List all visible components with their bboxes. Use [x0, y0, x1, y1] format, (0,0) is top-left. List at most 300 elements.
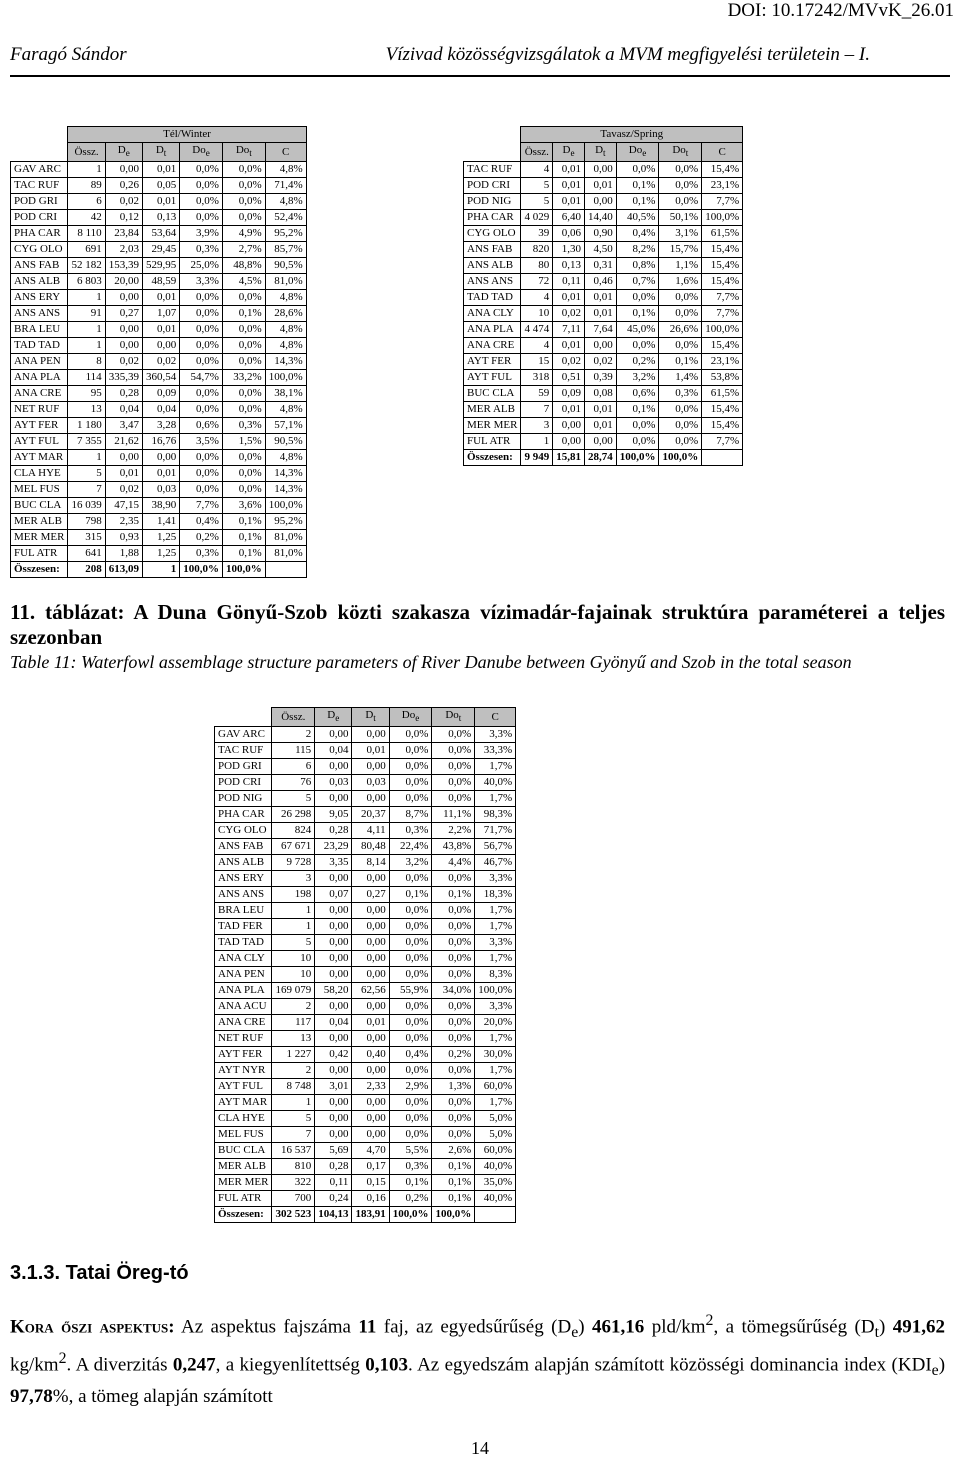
corner-blank — [11, 143, 68, 162]
table-cell: 67 671 — [272, 839, 315, 855]
table-cell: 0,1% — [616, 306, 659, 322]
table-cell: 0,01 — [352, 743, 389, 759]
table-row — [11, 210, 307, 226]
table-cell: 54,7% — [180, 370, 223, 386]
table-cell: 0,4% — [616, 226, 659, 242]
table-cell: 153,39 — [105, 258, 142, 274]
table-cell: 4 474 — [521, 322, 553, 338]
table-cell: 0,00 — [105, 290, 142, 306]
species-code: CYG OLO — [464, 226, 521, 242]
species-code: ANS ALB — [464, 258, 521, 274]
table-cell: 0,0% — [616, 434, 659, 450]
species-code: TAD FER — [215, 919, 272, 935]
table-cell: 0,0% — [659, 434, 702, 450]
table-cell: 5 — [68, 466, 105, 482]
column-header-subscript: t — [458, 713, 462, 724]
column-header-subscript: e — [335, 713, 340, 724]
table-cell: 0,1% — [432, 1191, 475, 1207]
subscript-t: t — [874, 1324, 879, 1342]
season-header: Tél/Winter — [68, 127, 306, 143]
column-header-subscript: e — [415, 713, 420, 724]
table-cell: 3 — [521, 418, 553, 434]
species-code: ANA PLA — [215, 983, 272, 999]
table-cell: 3,9% — [180, 226, 223, 242]
table-cell: 0,0% — [389, 951, 432, 967]
para-text: ) — [578, 1316, 593, 1338]
doi-header: DOI: 10.17242/MVvK_26.01 — [727, 0, 954, 21]
table-cell: 0,01 — [553, 290, 585, 306]
species-code: AYT FER — [11, 418, 68, 434]
table-cell: 0,00 — [315, 1127, 352, 1143]
table-cell: 91 — [68, 306, 105, 322]
table-cell: 0,0% — [432, 1063, 475, 1079]
para-text: ) — [878, 1316, 893, 1338]
table-cell: 7,7% — [702, 194, 743, 210]
table-cell: 0,12 — [105, 210, 142, 226]
table-cell: 1 — [272, 903, 315, 919]
table-cell: 117 — [272, 1015, 315, 1031]
species-code: PHA CAR — [11, 226, 68, 242]
total-cell: 9 949 — [521, 450, 553, 466]
table-cell: 5 — [272, 1111, 315, 1127]
table-cell: 700 — [272, 1191, 315, 1207]
table-cell: 0,00 — [352, 919, 389, 935]
table-row — [215, 759, 516, 775]
table-cell: 0,15 — [352, 1175, 389, 1191]
table-cell: 6 — [272, 759, 315, 775]
table-cell: 0,0% — [180, 354, 223, 370]
table-cell: 81,0% — [265, 530, 306, 546]
table-cell: 4,8% — [265, 322, 306, 338]
table-cell: 0,01 — [553, 162, 585, 178]
table-cell: 5,5% — [389, 1143, 432, 1159]
table-row — [11, 450, 307, 466]
table-cell: 4,8% — [265, 290, 306, 306]
table-cell: 29,45 — [142, 242, 179, 258]
table-cell: 0,01 — [584, 418, 616, 434]
table-cell: 8,14 — [352, 855, 389, 871]
table-row — [215, 1015, 516, 1031]
season-header-row — [464, 127, 743, 143]
table-cell: 335,39 — [105, 370, 142, 386]
table-cell: 8,2% — [616, 242, 659, 258]
table-row — [11, 514, 307, 530]
total-row — [11, 562, 307, 578]
table-cell: 50,1% — [659, 210, 702, 226]
column-header-text: Össz. — [281, 710, 306, 723]
species-code: ANA CRE — [464, 338, 521, 354]
table-row — [464, 322, 743, 338]
table-cell: 0,00 — [105, 322, 142, 338]
table-row — [11, 242, 307, 258]
species-code: MER MER — [11, 530, 68, 546]
table-cell: 5 — [521, 178, 553, 194]
table-cell: 0,1% — [616, 194, 659, 210]
table-cell: 0,02 — [553, 354, 585, 370]
table-cell: 23,1% — [702, 178, 743, 194]
table-cell: 10 — [521, 306, 553, 322]
table-cell: 7,7% — [180, 498, 223, 514]
page-number: 14 — [471, 1438, 489, 1458]
table-cell: 0,0% — [432, 727, 475, 743]
table-cell: 20,0% — [475, 1015, 516, 1031]
table-cell: 0,0% — [659, 418, 702, 434]
total-cell — [265, 562, 306, 578]
table-cell: 26 298 — [272, 807, 315, 823]
table-cell: 85,7% — [265, 242, 306, 258]
table-cell: 34,0% — [432, 983, 475, 999]
table-cell: 1 227 — [272, 1047, 315, 1063]
table-cell: 0,00 — [352, 951, 389, 967]
table-cell: 0,00 — [352, 1063, 389, 1079]
table-cell: 115 — [272, 743, 315, 759]
table-cell: 1,7% — [475, 919, 516, 935]
table-cell: 40,0% — [475, 1191, 516, 1207]
table-row — [464, 354, 743, 370]
table-cell: 824 — [272, 823, 315, 839]
table-cell: 169 079 — [272, 983, 315, 999]
table-cell: 0,00 — [315, 1031, 352, 1047]
table-cell: 0,01 — [105, 466, 142, 482]
table-row — [464, 418, 743, 434]
table-cell: 0,01 — [553, 338, 585, 354]
table-cell: 0,1% — [222, 306, 265, 322]
table-row — [215, 775, 516, 791]
table-cell: 3,01 — [315, 1079, 352, 1095]
column-header — [616, 143, 659, 162]
table-row — [464, 338, 743, 354]
table-cell: 8,3% — [475, 967, 516, 983]
species-code: ANA CLY — [215, 951, 272, 967]
table-cell: 3,3% — [475, 935, 516, 951]
table-cell: 48,59 — [142, 274, 179, 290]
table-row — [215, 727, 516, 743]
column-header — [265, 143, 306, 162]
table-cell: 2,03 — [105, 242, 142, 258]
table-cell: 0,00 — [105, 162, 142, 178]
table-cell: 10 — [272, 951, 315, 967]
table-row — [464, 194, 743, 210]
table-cell: 0,0% — [389, 775, 432, 791]
table-cell: 4,8% — [265, 450, 306, 466]
table-cell: 0,16 — [352, 1191, 389, 1207]
table-cell: 0,0% — [432, 1095, 475, 1111]
table-cell: 0,00 — [352, 1095, 389, 1111]
column-header-subscript: t — [163, 148, 167, 159]
table-cell: 0,0% — [180, 466, 223, 482]
table-cell: 80,48 — [352, 839, 389, 855]
table-cell: 4,8% — [265, 194, 306, 210]
table-cell: 820 — [521, 242, 553, 258]
total-cell: 183,91 — [352, 1207, 389, 1223]
superscript-2: 2 — [705, 1312, 714, 1329]
table-cell: 89 — [68, 178, 105, 194]
table-cell: 45,0% — [616, 322, 659, 338]
table-row — [11, 546, 307, 562]
table-cell: 0,6% — [616, 386, 659, 402]
table-cell: 0,90 — [584, 226, 616, 242]
species-code: CYG OLO — [215, 823, 272, 839]
table-cell: 7 — [521, 402, 553, 418]
table-row — [215, 935, 516, 951]
table-cell: 0,0% — [389, 1031, 432, 1047]
table-row — [215, 983, 516, 999]
table-cell: 53,64 — [142, 226, 179, 242]
table-cell: 3,3% — [180, 274, 223, 290]
total-cell — [475, 1207, 516, 1223]
table-cell: 0,0% — [180, 482, 223, 498]
table-row — [215, 1063, 516, 1079]
table-cell: 0,01 — [584, 402, 616, 418]
table-cell: 52,4% — [265, 210, 306, 226]
table-cell: 0,02 — [105, 194, 142, 210]
table-cell: 43,8% — [432, 839, 475, 855]
table-cell: 7,11 — [553, 322, 585, 338]
table-cell: 100,0% — [265, 370, 306, 386]
table-cell: 3,3% — [475, 727, 516, 743]
species-code: ANS FAB — [11, 258, 68, 274]
species-code: MEL FUS — [215, 1127, 272, 1143]
total-cell: 28,74 — [584, 450, 616, 466]
table-cell: 0,0% — [432, 1015, 475, 1031]
table-cell: 15,7% — [659, 242, 702, 258]
table-cell: 0,01 — [584, 178, 616, 194]
table-cell: 0,00 — [105, 450, 142, 466]
table-row — [11, 434, 307, 450]
table-cell: 0,00 — [315, 951, 352, 967]
table-cell: 1,6% — [659, 274, 702, 290]
table-cell: 1,4% — [659, 370, 702, 386]
table-cell: 58,20 — [315, 983, 352, 999]
table-cell: 0,11 — [553, 274, 585, 290]
table-cell: 0,01 — [142, 162, 179, 178]
column-header-subscript: t — [373, 713, 376, 724]
table-row — [11, 306, 307, 322]
table-cell: 0,00 — [352, 903, 389, 919]
table-cell: 1 — [272, 1095, 315, 1111]
table-cell: 0,0% — [222, 466, 265, 482]
table-cell: 0,0% — [432, 951, 475, 967]
table-cell: 7 — [68, 482, 105, 498]
column-header-text: Össz. — [74, 145, 99, 158]
total-cell: 1 — [142, 562, 179, 578]
table-cell: 0,0% — [389, 903, 432, 919]
table-cell: 1 — [521, 434, 553, 450]
table-cell: 0,00 — [315, 1095, 352, 1111]
table-cell: 0,00 — [315, 1111, 352, 1127]
species-code: AYT FUL — [215, 1079, 272, 1095]
table-cell: 0,00 — [315, 727, 352, 743]
para-text: pld/km — [644, 1316, 706, 1338]
table-cell: 0,51 — [553, 370, 585, 386]
species-code: MER MER — [464, 418, 521, 434]
column-header — [315, 708, 352, 727]
para-text: %, a tömeg alapján számított — [52, 1386, 273, 1408]
column-header — [68, 143, 105, 162]
column-header-text: D — [595, 144, 604, 156]
species-code: ANS ANS — [11, 306, 68, 322]
table-cell: 61,5% — [702, 226, 743, 242]
table-row — [215, 887, 516, 903]
species-code: MER ALB — [11, 514, 68, 530]
table-cell: 0,0% — [389, 1015, 432, 1031]
table-cell: 0,0% — [432, 919, 475, 935]
table-cell: 529,95 — [142, 258, 179, 274]
table-cell: 0,0% — [432, 999, 475, 1015]
total-row — [215, 1207, 516, 1223]
table-cell: 1,41 — [142, 514, 179, 530]
table-cell: 0,00 — [142, 338, 179, 354]
table-row — [215, 791, 516, 807]
table-row — [11, 466, 307, 482]
table-cell: 0,4% — [389, 1047, 432, 1063]
total-label: Összesen: — [215, 1207, 272, 1223]
table-cell: 0,1% — [432, 1159, 475, 1175]
table-cell: 360,54 — [142, 370, 179, 386]
table-cell: 7 355 — [68, 434, 105, 450]
table-cell: 23,1% — [702, 354, 743, 370]
table-cell: 15,4% — [702, 338, 743, 354]
table-cell: 4,50 — [584, 242, 616, 258]
species-code: POD NIG — [464, 194, 521, 210]
table-cell: 0,02 — [105, 482, 142, 498]
para-text: . Az egyedszám alapján számított közösségi dominancia index (KDI — [407, 1354, 932, 1376]
table-cell: 1,3% — [432, 1079, 475, 1095]
column-header-text: D — [327, 709, 336, 721]
table-cell: 1,7% — [475, 1031, 516, 1047]
table-cell: 0,0% — [659, 290, 702, 306]
table-cell: 4,8% — [265, 402, 306, 418]
table-cell: 0,0% — [180, 402, 223, 418]
column-header — [553, 143, 585, 162]
table-cell: 0,0% — [432, 743, 475, 759]
species-code: CLA HYE — [215, 1111, 272, 1127]
table-cell: 0,7% — [616, 274, 659, 290]
species-code: ANS ERY — [11, 290, 68, 306]
table-row — [11, 530, 307, 546]
table-row — [11, 338, 307, 354]
species-code: ANA CRE — [215, 1015, 272, 1031]
table-cell: 1,07 — [142, 306, 179, 322]
table-cell: 0,28 — [315, 823, 352, 839]
spring-table — [463, 126, 743, 466]
table-cell: 33,2% — [222, 370, 265, 386]
species-code: BUC CLA — [464, 386, 521, 402]
table-cell: 0,01 — [553, 194, 585, 210]
table-cell: 0,2% — [389, 1191, 432, 1207]
table-cell: 7,7% — [702, 434, 743, 450]
table-cell: 1,7% — [475, 1063, 516, 1079]
table-cell: 0,0% — [389, 727, 432, 743]
table-cell: 1,25 — [142, 546, 179, 562]
table-cell: 4 029 — [521, 210, 553, 226]
table-cell: 0,09 — [553, 386, 585, 402]
table-cell: 56,7% — [475, 839, 516, 855]
table-cell: 0,0% — [432, 935, 475, 951]
species-code: BUC CLA — [215, 1143, 272, 1159]
table-cell: 0,00 — [352, 999, 389, 1015]
table-cell: 0,00 — [315, 791, 352, 807]
table-cell: 0,28 — [315, 1159, 352, 1175]
column-header-text: Do — [672, 144, 686, 156]
table-cell: 4,8% — [265, 338, 306, 354]
total-cell: 100,0% — [180, 562, 223, 578]
table-row — [11, 418, 307, 434]
table-row — [215, 871, 516, 887]
table-cell: 0,1% — [659, 354, 702, 370]
table-cell: 0,0% — [180, 178, 223, 194]
table-cell: 0,0% — [222, 450, 265, 466]
season-header-row — [11, 127, 307, 143]
table-cell: 798 — [68, 514, 105, 530]
species-code: MER MER — [215, 1175, 272, 1191]
table-cell: 322 — [272, 1175, 315, 1191]
table-cell: 0,01 — [584, 306, 616, 322]
table-cell: 0,0% — [432, 1127, 475, 1143]
table-row — [215, 951, 516, 967]
table-cell: 0,00 — [352, 759, 389, 775]
table-cell: 2,33 — [352, 1079, 389, 1095]
table-cell: 53,8% — [702, 370, 743, 386]
species-code: ANA CLY — [464, 306, 521, 322]
column-header — [180, 143, 223, 162]
table-cell: 14,3% — [265, 482, 306, 498]
table-cell: 57,1% — [265, 418, 306, 434]
table-cell: 0,1% — [432, 1175, 475, 1191]
table-cell: 6 — [68, 194, 105, 210]
table-cell: 4 — [521, 162, 553, 178]
table-cell: 0,93 — [105, 530, 142, 546]
table-cell: 15,4% — [702, 242, 743, 258]
species-code: ANA PEN — [11, 354, 68, 370]
aspect-label: Kora őszi aspektus: — [10, 1316, 175, 1338]
table-cell: 0,39 — [584, 370, 616, 386]
table-cell: 14,3% — [265, 466, 306, 482]
table-cell: 21,62 — [105, 434, 142, 450]
para-text: Az aspektus fajszáma — [174, 1316, 359, 1338]
column-header-subscript: e — [125, 148, 130, 159]
table-cell: 0,0% — [432, 1031, 475, 1047]
table-row — [11, 274, 307, 290]
table-row — [215, 1047, 516, 1063]
table-cell: 1,7% — [475, 951, 516, 967]
table-cell: 0,0% — [180, 322, 223, 338]
table-cell: 0,1% — [222, 530, 265, 546]
table-cell: 0,01 — [584, 290, 616, 306]
table-cell: 4,9% — [222, 226, 265, 242]
species-code: TAD TAD — [11, 338, 68, 354]
table-cell: 8 — [68, 354, 105, 370]
table-cell: 25,0% — [180, 258, 223, 274]
table-cell: 0,00 — [315, 967, 352, 983]
subscript-e: e — [571, 1324, 579, 1342]
table-cell: 0,0% — [222, 194, 265, 210]
table-cell: 0,04 — [315, 1015, 352, 1031]
table-cell: 641 — [68, 546, 105, 562]
winter-table — [10, 126, 307, 578]
column-header — [475, 708, 516, 727]
table-cell: 7 — [272, 1127, 315, 1143]
header-rule — [10, 75, 950, 77]
total-cell: 100,0% — [616, 450, 659, 466]
total-label: Összesen: — [11, 562, 68, 578]
table-cell: 5,69 — [315, 1143, 352, 1159]
table-row — [215, 743, 516, 759]
journal-header: Vízivad közösségvizsgálatok a MVM megfigyelési területein – I. — [385, 44, 870, 65]
table-caption — [10, 600, 945, 674]
column-header-text: D — [365, 709, 374, 721]
table-cell: 15 — [521, 354, 553, 370]
